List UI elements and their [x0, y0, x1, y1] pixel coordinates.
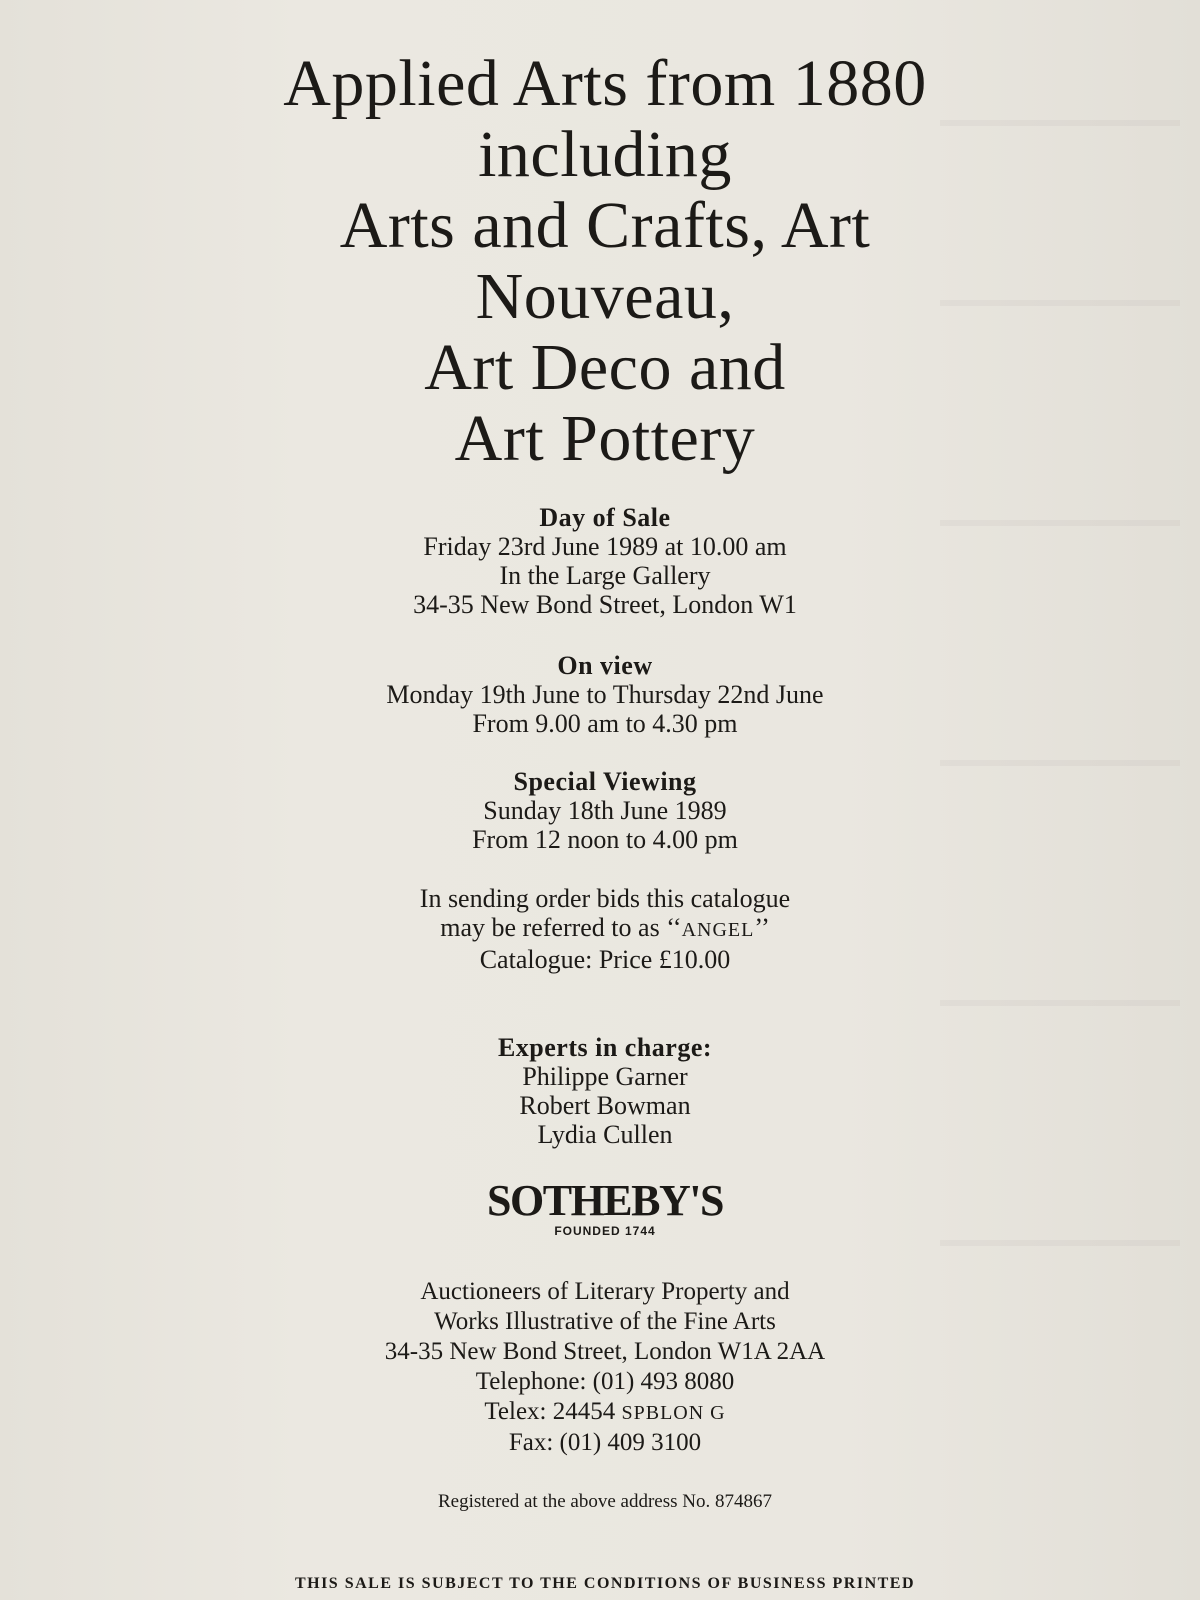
telex-code: SPBLON G — [621, 1402, 726, 1424]
reference-suffix: ’’ — [754, 913, 770, 942]
special-viewing-date: Sunday 18th June 1989 — [483, 796, 727, 825]
title-line: including — [478, 118, 732, 191]
show-through-text — [940, 760, 1180, 766]
show-through-text — [940, 300, 1180, 306]
special-viewing-hours: From 12 noon to 4.00 pm — [472, 825, 738, 854]
on-view-hours: From 9.00 am to 4.30 pm — [472, 709, 738, 738]
show-through-text — [940, 1000, 1180, 1006]
experts-section — [235, 1033, 975, 1149]
day-of-sale-heading: Day of Sale — [539, 503, 671, 532]
day-of-sale-section — [235, 503, 975, 619]
expert-name: Lydia Cullen — [537, 1120, 673, 1149]
conditions-notice: THIS SALE IS SUBJECT TO THE CONDITIONS OF BUSINESS PRINTED — [294, 1575, 916, 1592]
registration-notice: Registered at the above address No. 874867 — [438, 1491, 772, 1512]
catalogue-code-name: ANGEL — [681, 919, 755, 941]
address-line: 34-35 New Bond Street, London W1A 2AA — [384, 1338, 826, 1365]
telex-number: Telex: 24454 — [484, 1398, 622, 1425]
title-line: Art Deco and — [424, 331, 786, 404]
title-line: Arts and Crafts, Art — [339, 189, 871, 262]
sothebys-logo — [235, 1178, 975, 1238]
catalogue-title — [235, 48, 975, 474]
on-view-section — [235, 651, 975, 738]
on-view-dates: Monday 19th June to Thursday 22nd June — [386, 680, 824, 709]
title-line: Art Pottery — [454, 402, 756, 475]
order-bids-reference — [235, 913, 975, 945]
show-through-text — [940, 120, 1180, 126]
experts-heading: Experts in charge: — [497, 1033, 713, 1062]
telex — [235, 1397, 975, 1428]
reference-prefix: may be referred to as ‘‘ — [440, 913, 682, 942]
sale-address: 34-35 New Bond Street, London W1 — [413, 590, 797, 619]
sale-date: Friday 23rd June 1989 at 10.00 am — [423, 532, 787, 561]
show-through-text — [940, 1240, 1180, 1246]
logo-tagline: FOUNDED 1744 — [554, 1224, 656, 1238]
on-view-heading: On view — [557, 651, 653, 680]
expert-name: Robert Bowman — [519, 1091, 691, 1120]
auctioneer-address-section — [235, 1277, 975, 1458]
special-viewing-heading: Special Viewing — [513, 767, 697, 796]
address-line: Auctioneers of Literary Property and — [420, 1278, 790, 1305]
catalogue-price: Catalogue: Price £10.00 — [479, 945, 731, 974]
title-line: Nouveau, — [475, 260, 735, 333]
order-bids-section — [235, 884, 975, 974]
expert-name: Philippe Garner — [522, 1062, 688, 1091]
special-viewing-section — [235, 767, 975, 854]
telephone: Telephone: (01) 493 8080 — [475, 1368, 735, 1395]
sale-venue: In the Large Gallery — [499, 561, 711, 590]
logo-wordmark: SOTHEBY'S — [487, 1176, 723, 1225]
title-line: Applied Arts from 1880 — [283, 47, 927, 120]
fax: Fax: (01) 409 3100 — [508, 1429, 702, 1456]
address-line: Works Illustrative of the Fine Arts — [434, 1308, 776, 1335]
show-through-text — [940, 520, 1180, 526]
order-bids-line: In sending order bids this catalogue — [419, 884, 791, 913]
